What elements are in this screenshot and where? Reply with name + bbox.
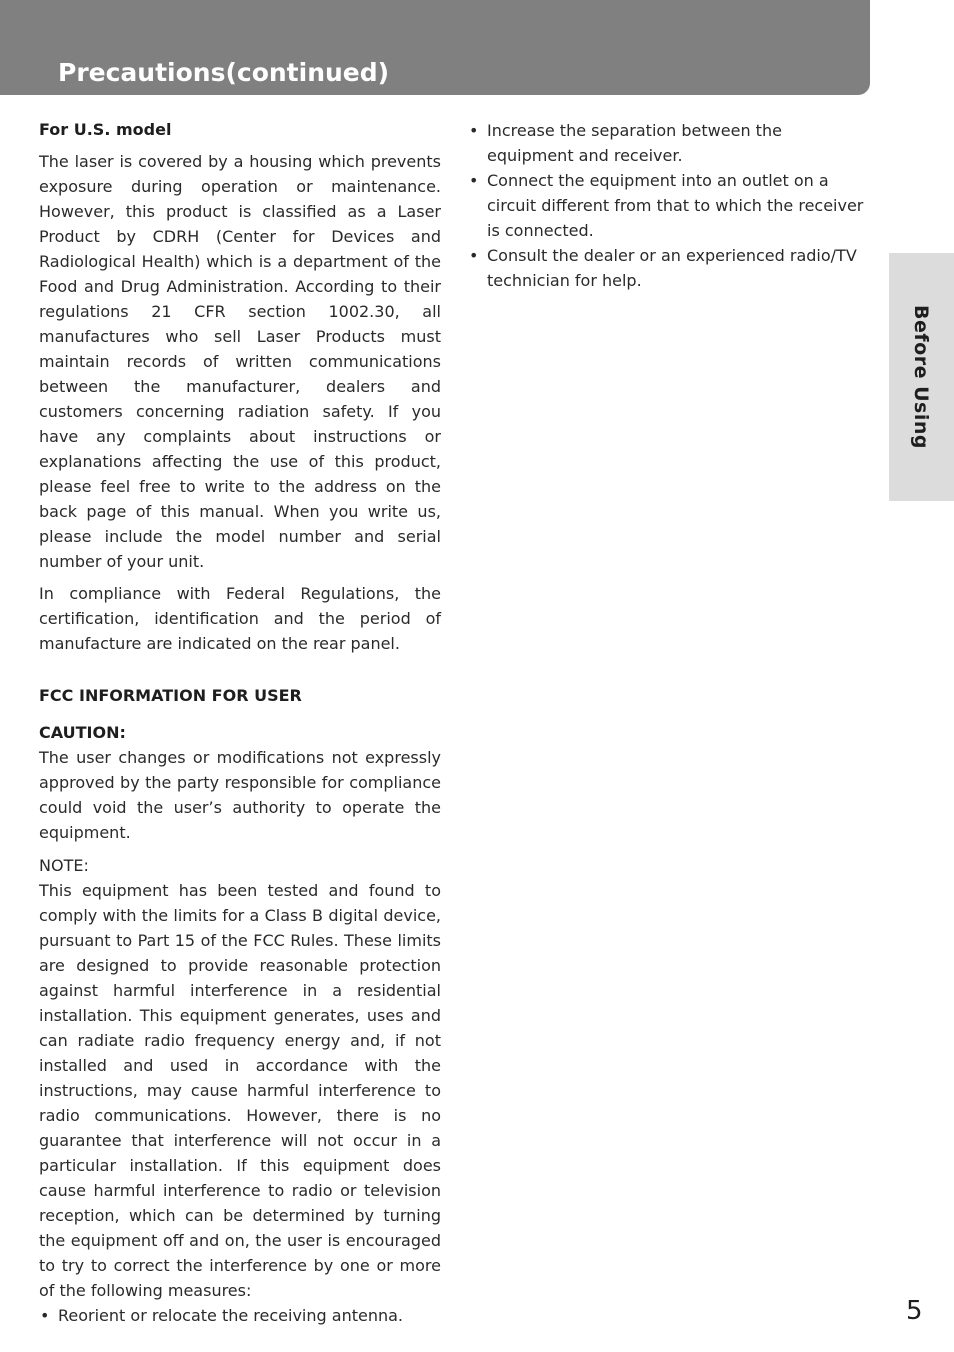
measures-list-right [468, 118, 868, 293]
bullet-icon: • [469, 246, 479, 265]
note-text: This equipment has been tested and found to comply with the limits for a Class B digital device, pursuant to Part 15 of the FCC Rules. These limits are designed to provide reasonable protection against harmful interference in a residential installation. This equipment generates, uses and can radiate radio frequency energy and, if not installed and used in accordance with the instructions, may cause harmful interference to radio communications. However, there is no guarantee that interference will not occur in a particular installation. If this equipment does cause harmful interference to radio or television reception, which can be determined by turning the equipment off and on, the user is encouraged to try to correct the interference by one or more of the following measures: [39, 881, 441, 1300]
bullet-icon: • [469, 171, 479, 190]
list-item-text: Reorient or relocate the receiving antenna. [58, 1306, 403, 1325]
caution-text: The user changes or modifications not expressly approved by the party responsible for compliance could void the user’s authority to operate the equipment. [39, 748, 441, 842]
list-item [468, 168, 868, 243]
right-column [468, 118, 868, 293]
page-number: 5 [906, 1296, 923, 1326]
caution-heading: CAUTION: [39, 723, 126, 742]
left-column [39, 117, 441, 1328]
bullet-icon: • [469, 121, 479, 140]
page-title: Precautions(continued) [58, 58, 390, 87]
bullet-icon: • [40, 1306, 50, 1325]
list-item [39, 1303, 441, 1328]
measures-list-left [39, 1303, 441, 1328]
list-item-text: Connect the equipment into an outlet on a circuit different from that to which the receiver is connected. [487, 171, 864, 240]
list-item [468, 243, 868, 293]
us-model-heading: For U.S. model [39, 120, 172, 139]
section-side-tab [889, 253, 954, 501]
compliance-paragraph: In compliance with Federal Regulations, the certification, identification and the period of manufacture are indicated on the rear panel. [39, 584, 441, 653]
list-item [468, 118, 868, 168]
header-bar [0, 0, 870, 95]
fcc-heading: FCC INFORMATION FOR USER [39, 686, 302, 705]
list-item-text: Increase the separation between the equipment and receiver. [487, 121, 782, 165]
section-side-tab-label: Before Using [910, 305, 932, 449]
note-label: NOTE: [39, 856, 89, 875]
laser-paragraph: The laser is covered by a housing which prevents exposure during operation or maintenance. However, this product is classified as a Laser Product by CDRH (Center for Devices and Radiological Health) which is a department of the Food and Drug Administration. According to their regulations 21 CFR section 1002.30, all manufactures who sell Laser Products must maintain records of written communications between the manufacturer, dealers and customers concerning radiation safety. If you have any complaints about instructions or explanations affecting the use of this product, please feel free to write to the address on the back page of this manual. When you write us, please include the model number and serial number of your unit. [39, 152, 441, 571]
list-item-text: Consult the dealer or an experienced radio/TV technician for help. [487, 246, 857, 290]
